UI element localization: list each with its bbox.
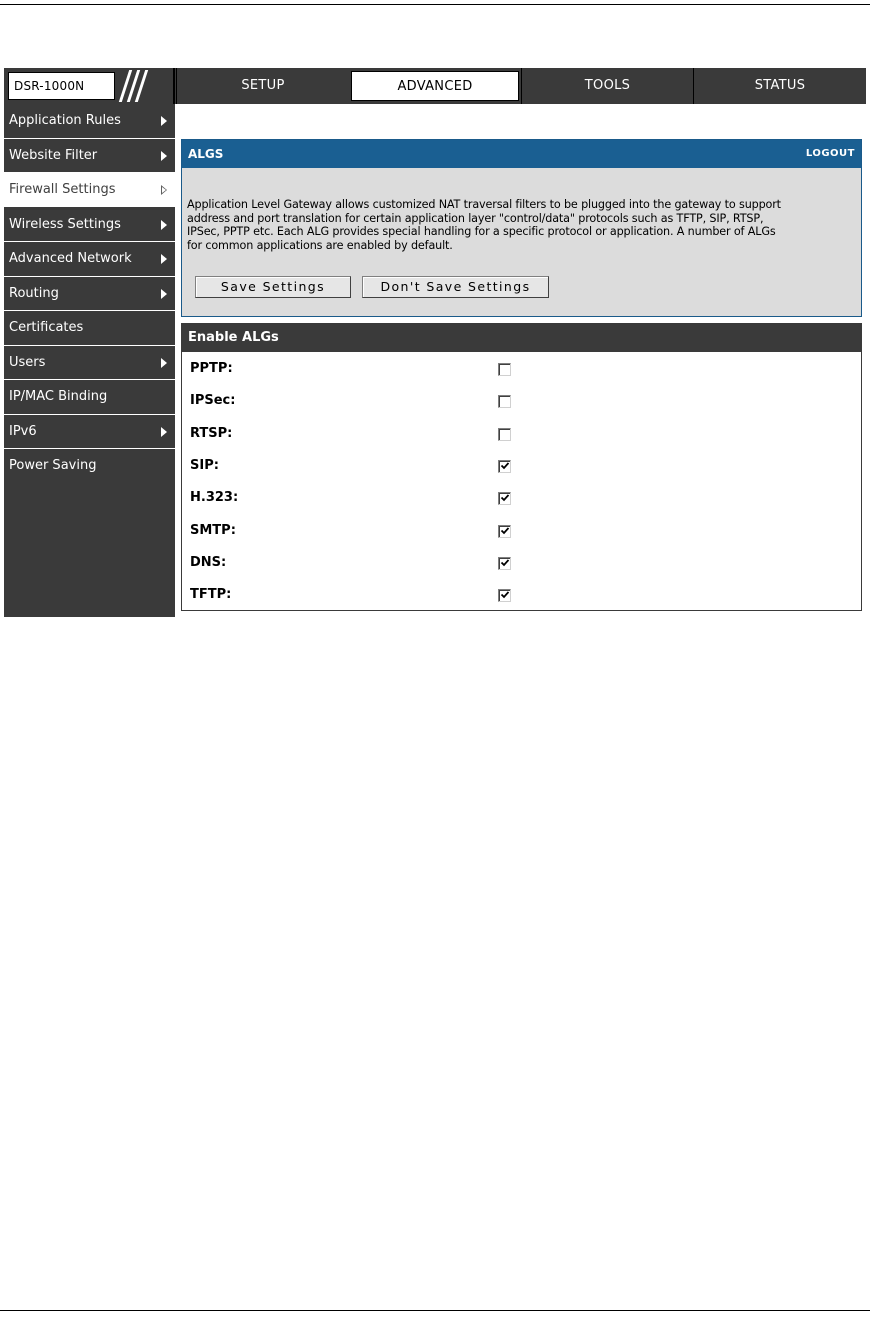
chevron-right-icon [161, 220, 167, 230]
chevron-right-outline-icon [161, 185, 167, 195]
device-model-label: DSR-1000N [8, 72, 115, 100]
alg-row-h323 [182, 482, 861, 514]
alg-checkbox-smtp[interactable] [498, 525, 511, 538]
checkmark-icon [500, 526, 510, 536]
alg-row-dns [182, 547, 861, 579]
enable-algs-panel [181, 323, 862, 611]
alg-label: DNS: [190, 554, 227, 570]
sidebar-item-firewall-settings[interactable] [4, 173, 175, 208]
sidebar-item-label: Users [9, 354, 46, 370]
alg-row-sip [182, 450, 861, 482]
chevron-right-icon [161, 289, 167, 299]
description-line: for common applications are enabled by default. [187, 238, 453, 252]
tab-status[interactable]: STATUS [693, 68, 866, 104]
tab-setup[interactable]: SETUP [176, 68, 349, 104]
sidebar-item-label: Advanced Network [9, 251, 132, 266]
sidebar-item-wireless-settings[interactable] [4, 208, 175, 243]
alg-label: SMTP: [190, 522, 236, 538]
alg-checkbox-tftp[interactable] [498, 589, 511, 602]
alg-label: TFTP: [190, 587, 232, 603]
sidebar-item-label: Routing [9, 285, 59, 301]
page-bottom-rule [0, 1310, 870, 1311]
sidebar-item-label: Certificates [9, 320, 84, 335]
alg-label: RTSP: [190, 425, 233, 441]
algs-description [182, 168, 861, 252]
alg-label: H.323: [190, 490, 239, 506]
chevron-right-icon [161, 151, 167, 161]
device-logo-cell [4, 68, 175, 104]
sidebar-item-label: IPv6 [9, 423, 37, 439]
alg-checkbox-ipsec[interactable] [498, 395, 511, 408]
sidebar-item-routing[interactable] [4, 277, 175, 312]
checkmark-icon [500, 590, 510, 600]
chevron-right-icon [161, 427, 167, 437]
sidebar-item-label: IP/MAC Binding [9, 389, 108, 404]
logout-link[interactable]: LOGOUT [805, 148, 855, 159]
alg-row-smtp [182, 515, 861, 547]
alg-checkbox-pptp[interactable] [498, 363, 511, 376]
sidebar-item-advanced-network[interactable] [4, 242, 175, 277]
sidebar-item-certificates[interactable] [4, 311, 175, 346]
checkmark-icon [500, 493, 510, 503]
alg-label: IPSec: [190, 393, 236, 409]
sidebar-item-ip-mac-binding[interactable] [4, 380, 175, 415]
page-top-rule [0, 4, 870, 5]
tab-tools[interactable]: TOOLS [521, 68, 693, 104]
alg-row-ipsec [182, 385, 861, 417]
sidebar-item-label: Power Saving [9, 458, 97, 473]
description-line: IPSec, PPTP etc. Each ALG provides special handling for a specific protocol or application. A number of ALGs [187, 225, 776, 238]
chevron-right-icon [161, 116, 167, 126]
description-line: address and port translation for certain application layer "control/data" protocols such as TFTP, SIP, RTSP, [187, 211, 764, 225]
sidebar-item-label: Firewall Settings [9, 182, 116, 197]
save-settings-button[interactable]: Save Settings [195, 276, 351, 298]
sidebar-item-label: Application Rules [9, 113, 121, 128]
checkmark-icon [500, 558, 510, 568]
sidebar-item-label: Wireless Settings [9, 216, 121, 232]
dont-save-settings-button[interactable]: Don't Save Settings [362, 276, 549, 298]
algs-panel-title: ALGS [188, 147, 224, 161]
top-nav-bar [4, 68, 866, 104]
sidebar-item-ipv6[interactable] [4, 415, 175, 450]
sidebar [4, 104, 175, 617]
alg-label: SIP: [190, 457, 219, 473]
description-line: Application Level Gateway allows customized NAT traversal filters to be plugged into the gateway to support [187, 198, 781, 211]
chevron-right-icon [161, 358, 167, 368]
sidebar-item-label: Website Filter [9, 147, 98, 163]
sidebar-item-website-filter[interactable] [4, 139, 175, 174]
algs-panel [181, 139, 862, 317]
sidebar-item-users[interactable] [4, 346, 175, 381]
alg-label: PPTP: [190, 361, 233, 376]
chevron-right-icon [161, 254, 167, 264]
alg-row-pptp [182, 353, 861, 385]
enable-algs-header: Enable ALGs [182, 324, 861, 352]
alg-checkbox-rtsp[interactable] [498, 428, 511, 441]
alg-checkbox-h323[interactable] [498, 492, 511, 505]
algs-panel-header [182, 140, 861, 168]
sidebar-item-application-rules[interactable] [4, 104, 175, 139]
tab-advanced[interactable]: ADVANCED [351, 71, 519, 101]
checkmark-icon [500, 461, 510, 471]
alg-row-tftp [182, 579, 861, 611]
sidebar-item-power-saving[interactable] [4, 449, 175, 484]
alg-checkbox-sip[interactable] [498, 460, 511, 473]
alg-row-rtsp [182, 418, 861, 450]
alg-checkbox-dns[interactable] [498, 557, 511, 570]
